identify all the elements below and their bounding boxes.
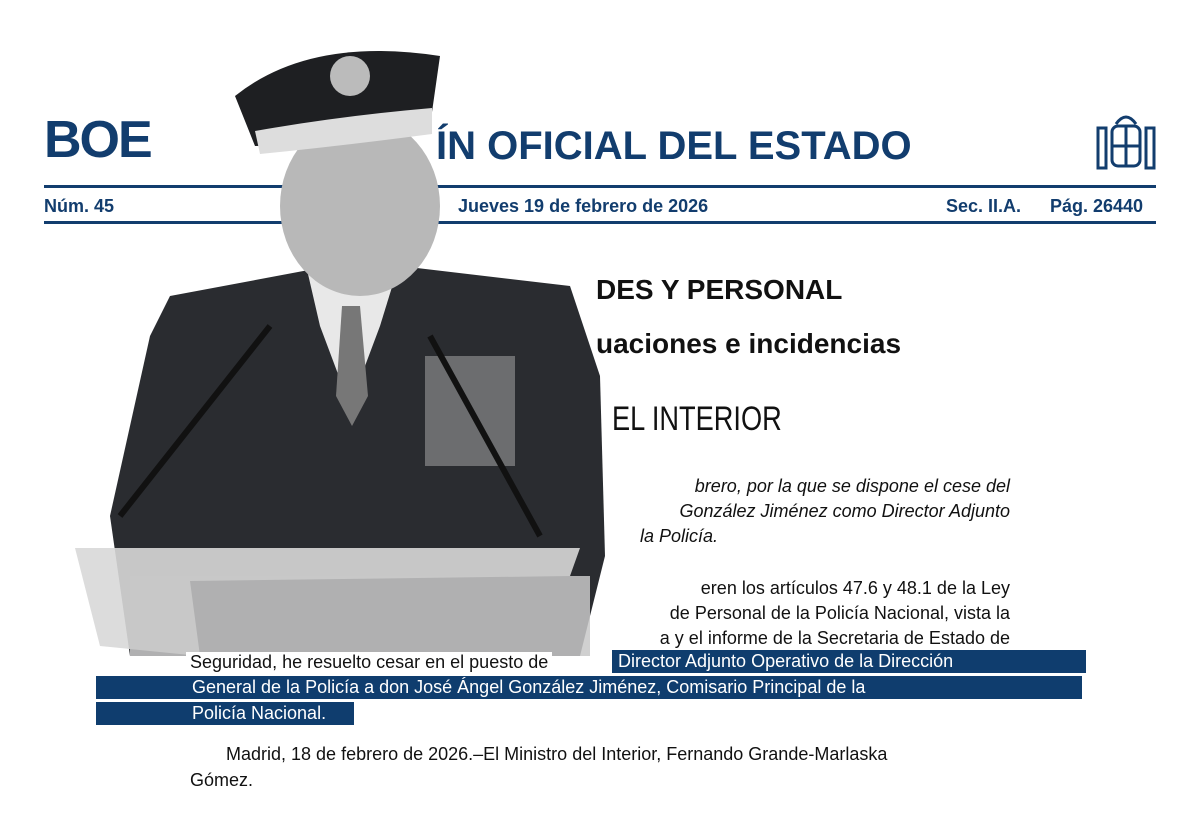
signature-line: Madrid, 18 de febrero de 2026.–El Ministro del Interior, Fernando Grande-Marlaska bbox=[226, 744, 888, 764]
issue-number: Núm. 45 bbox=[44, 196, 115, 216]
cap-badge bbox=[330, 56, 370, 96]
highlight-line: General de la Policía a don José Ángel González Jiménez, Comisario Principal de la bbox=[96, 676, 1082, 699]
boe-logo: BOE bbox=[44, 111, 151, 169]
subsection-heading: uaciones e incidencias bbox=[596, 328, 902, 359]
summary-line: brero, por la que se dispone el cese del bbox=[694, 476, 1010, 496]
highlight-line: Director Adjunto Operativo de la Dirección bbox=[612, 650, 1086, 673]
gazette-title: ÍN OFICIAL DEL ESTADO bbox=[436, 124, 912, 168]
summary-line: González Jiménez como Director Adjunto bbox=[679, 501, 1010, 521]
official-photo bbox=[70, 36, 650, 676]
page-number: Pág. 26440 bbox=[1050, 196, 1144, 216]
body-line: a y el informe de la Secretaria de Estado de bbox=[659, 628, 1010, 648]
lectern-front bbox=[130, 576, 590, 656]
coat-of-arms-icon bbox=[1094, 106, 1158, 172]
highlight-line: Policía Nacional. bbox=[96, 702, 354, 725]
ministry-heading: EL INTERIOR bbox=[612, 400, 782, 438]
summary-line: la Policía. bbox=[640, 526, 719, 546]
issue-date: Jueves 19 de febrero de 2026 bbox=[458, 196, 709, 216]
signature-line: Gómez. bbox=[190, 770, 254, 790]
body-line: de Personal de la Policía Nacional, vista la bbox=[669, 603, 1010, 623]
section-label: Sec. II.A. bbox=[946, 196, 1022, 216]
resolution-lead: Seguridad, he resuelto cesar en el puesto de bbox=[186, 652, 552, 673]
body-line: eren los artículos 47.6 y 48.1 de la Ley bbox=[700, 578, 1010, 598]
section-heading: DES Y PERSONAL bbox=[596, 274, 843, 305]
